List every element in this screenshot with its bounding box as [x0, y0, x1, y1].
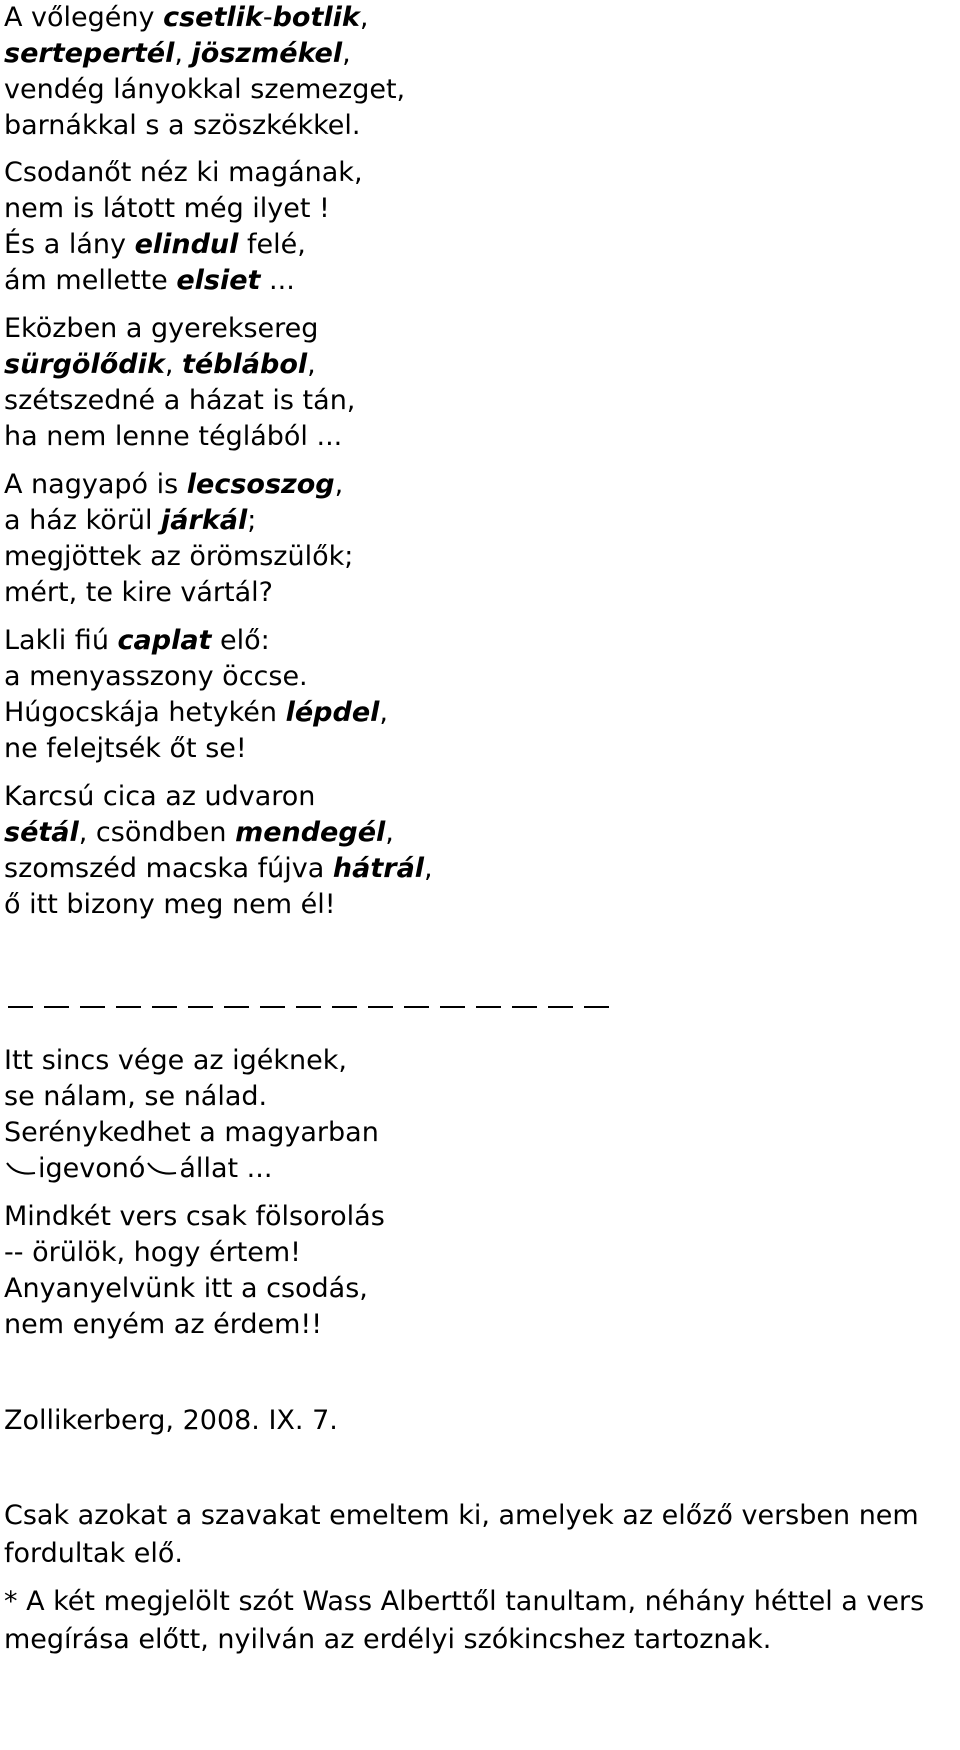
swoosh-mark-icon [4, 1161, 38, 1177]
highlighted-verb: jöszmékel [191, 38, 343, 69]
dash-segment [116, 1006, 141, 1008]
poem-line [4, 387, 355, 414]
line-text: Húgocskája hetykén [4, 697, 286, 728]
line-text: , [307, 349, 316, 380]
poem-line [4, 112, 360, 139]
dash-segment [332, 1006, 357, 1008]
place-date: Zollikerberg, 2008. IX. 7. [4, 1405, 338, 1436]
highlighted-verb: elindul [134, 229, 239, 260]
highlighted-verb: lecsoszog [186, 469, 335, 500]
highlighted-verb: sétál [4, 817, 79, 848]
highlighted-verb: lépdel [285, 697, 380, 728]
poem-line [4, 543, 353, 570]
line-text: a ház körül [4, 505, 162, 536]
line-text: Karcsú cica az udvaron [4, 781, 316, 812]
line-text: megjöttek az örömszülők; [4, 541, 354, 572]
poem-line [4, 315, 318, 342]
poem-line [4, 663, 308, 690]
dash-segment [296, 1006, 321, 1008]
line-text: vendég lányokkal szemezget, [4, 74, 406, 105]
dash-segment [152, 1006, 177, 1008]
dashed-separator [8, 1006, 609, 1008]
line-text: Serénykedhet a magyarban [4, 1117, 379, 1148]
line-text: , [342, 38, 351, 69]
line-text: A nagyapó is [4, 469, 187, 500]
poem-line [4, 579, 273, 606]
dash-segment [80, 1006, 105, 1008]
line-text: , [359, 2, 369, 33]
dash-segment [476, 1006, 501, 1008]
dash-segment [512, 1006, 537, 1008]
poem-line [4, 1311, 322, 1338]
poem-line [4, 1203, 385, 1230]
poem-line [4, 1083, 267, 1110]
poem-line [4, 783, 315, 810]
line-text: A vőlegény [4, 2, 164, 33]
line-text: , csöndben [78, 817, 236, 848]
line-text: szomszéd macska fújva [4, 853, 333, 884]
poem-line [4, 1047, 347, 1074]
line-text: barnákkal s a szöszkékkel. [4, 110, 361, 141]
highlighted-verb: elsiet [176, 265, 261, 296]
line-text: Lakli fiú [4, 625, 118, 656]
line-text: Csodanőt néz ki magának, [4, 157, 363, 188]
line-text: , [379, 697, 388, 728]
poem-line [4, 40, 351, 67]
poem-line [4, 4, 368, 31]
highlighted-verb: hátrál [332, 853, 425, 884]
line-text: felé, [238, 229, 306, 260]
poem-line [4, 1119, 379, 1146]
dash-segment [260, 1006, 285, 1008]
poem-line [4, 267, 295, 294]
line-text: És a lány [4, 229, 135, 260]
poem-line [4, 159, 363, 186]
poem-line [4, 699, 388, 726]
poem-line [4, 471, 343, 498]
highlighted-verb: sertepertél [4, 38, 175, 69]
poem-line [4, 1275, 368, 1302]
poem-line [4, 231, 306, 258]
highlighted-verb: téblábol [182, 349, 308, 380]
dash-segment [188, 1006, 213, 1008]
line-text: mért, te kire vártál? [4, 577, 273, 608]
poem-line [4, 1155, 272, 1182]
line-text: ám mellette [4, 265, 177, 296]
dash-segment [584, 1006, 609, 1008]
poem-line [4, 351, 316, 378]
poem-line [4, 1239, 301, 1266]
highlighted-verb: csetlik [163, 2, 263, 33]
poem-line [4, 819, 394, 846]
line-text: Anyanyelvünk itt a csodás, [4, 1273, 368, 1304]
line-text: a menyasszony öccse. [4, 661, 308, 692]
line-text: - [262, 2, 273, 33]
swoosh-mark-icon [145, 1161, 179, 1177]
line-text: szétszedné a házat is tán, [4, 385, 356, 416]
highlighted-verb: sürgölődik [4, 349, 165, 380]
line-text: ne felejtsék őt se! [4, 733, 247, 764]
highlighted-verb: botlik [272, 2, 360, 33]
highlighted-verb: mendegél [235, 817, 386, 848]
line-text: -- örülök, hogy értem! [4, 1237, 301, 1268]
dash-segment [8, 1006, 33, 1008]
line-text: se nálam, se nálad. [4, 1081, 268, 1112]
line-text: állat ... [179, 1153, 273, 1184]
poem-line [4, 423, 342, 450]
line-text: elő: [211, 625, 270, 656]
dash-segment [224, 1006, 249, 1008]
line-text: igevonó [38, 1153, 146, 1184]
line-text: , [385, 817, 394, 848]
line-text: ... [260, 265, 295, 296]
poem-line [4, 507, 256, 534]
line-text: nem is látott még ilyet ! [4, 193, 330, 224]
poem-line [4, 891, 336, 918]
line-text: , [424, 853, 433, 884]
dash-segment [440, 1006, 465, 1008]
line-text: , [164, 349, 182, 380]
dash-segment [404, 1006, 429, 1008]
line-text: ; [247, 505, 257, 536]
poem-line [4, 855, 433, 882]
highlighted-verb: járkál [161, 505, 248, 536]
poem-line [4, 195, 330, 222]
line-text: Itt sincs vége az igéknek, [4, 1045, 347, 1076]
footnote-highlight: Csak azokat a szavakat emeltem ki, amelyek az előző versben nem fordultak elő. [4, 1500, 919, 1569]
dash-segment [44, 1006, 69, 1008]
poem-line [4, 76, 405, 103]
poem-line [4, 735, 247, 762]
dash-segment [548, 1006, 573, 1008]
line-text: , [334, 469, 344, 500]
highlighted-verb: caplat [117, 625, 212, 656]
dash-segment [368, 1006, 393, 1008]
line-text: Eközben a gyereksereg [4, 313, 319, 344]
line-text: ha nem lenne téglából ... [4, 421, 343, 452]
line-text: Mindkét vers csak fölsorolás [4, 1201, 385, 1232]
line-text: ő itt bizony meg nem él! [4, 889, 336, 920]
line-text: , [174, 38, 192, 69]
line-text: nem enyém az érdem!! [4, 1309, 323, 1340]
poem-line [4, 627, 270, 654]
footnote-vocabulary: * A két megjelölt szót Wass Alberttől tanultam, néhány héttel a vers megírása előtt, nyilván az erdélyi szókincshez tartoznak. [4, 1586, 925, 1655]
